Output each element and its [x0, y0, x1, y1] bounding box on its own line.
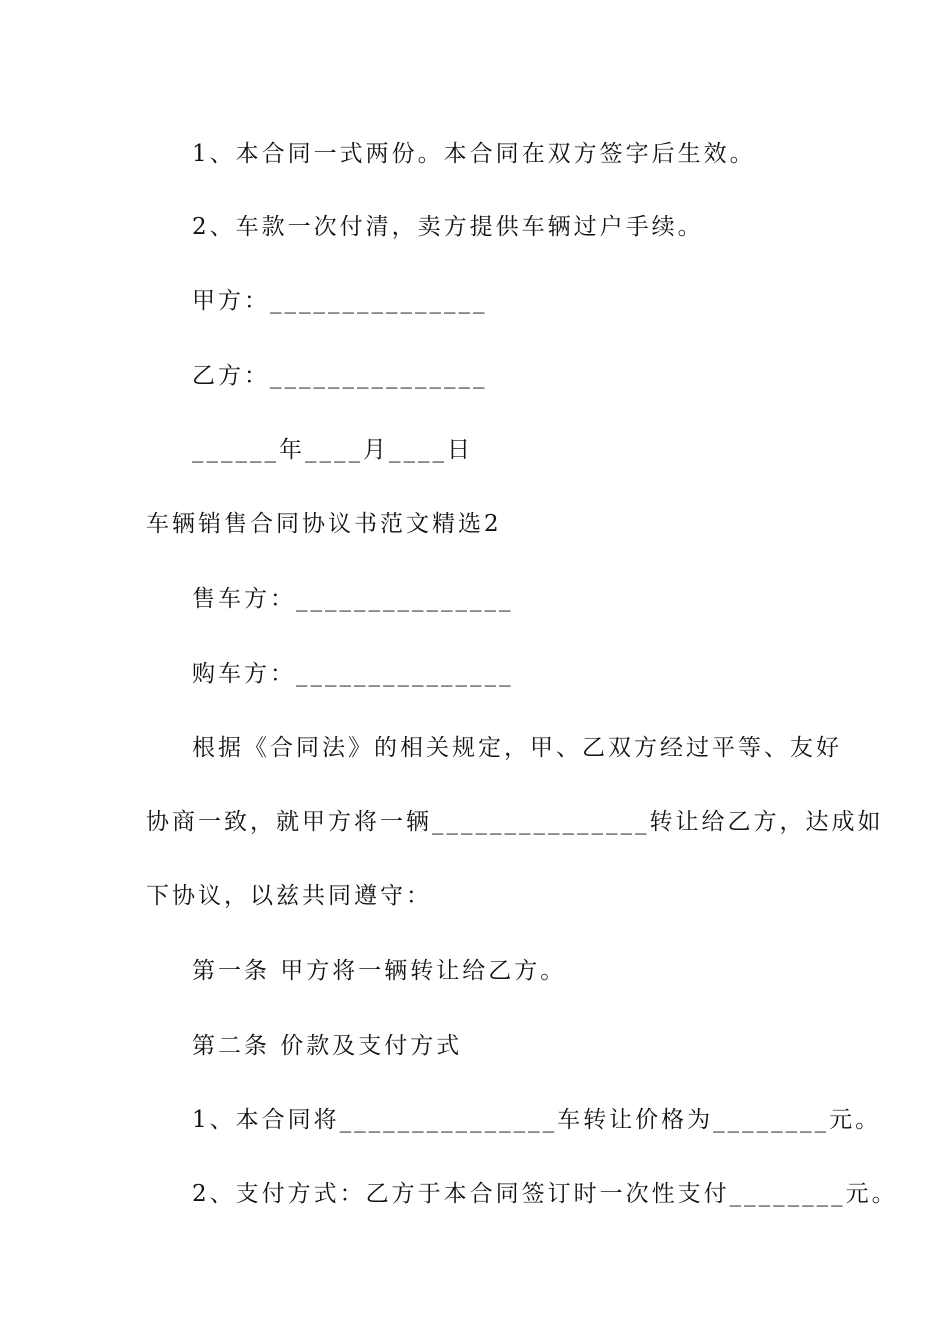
article-two-payment-method: 2、支付方式：乙方于本合同签订时一次性支付________元。 [192, 1181, 898, 1207]
buyer-field-line: 购车方：_______________ [192, 661, 514, 687]
clause-copies-effective: 1、本合同一式两份。本合同在双方签字后生效。 [192, 141, 756, 167]
preamble-line-3: 下协议，以兹共同遵守： [146, 883, 432, 909]
preamble-line-2: 协商一致，就甲方将一辆_______________转让给乙方，达成如 [146, 809, 884, 835]
seller-field-line: 售车方：_______________ [192, 586, 514, 612]
party-b-signature-line: 乙方：_______________ [192, 363, 488, 389]
party-a-signature-line: 甲方：_______________ [192, 288, 488, 314]
preamble-line-1: 根据《合同法》的相关规定，甲、乙双方经过平等、友好 [192, 735, 842, 761]
clause-payment-transfer: 2、车款一次付清，卖方提供车辆过户手续。 [192, 214, 704, 240]
section-heading: 车辆销售合同协议书范文精选2 [146, 511, 502, 537]
article-two-price: 1、本合同将_______________车转让价格为________元。 [192, 1107, 882, 1133]
article-one: 第一条 甲方将一辆转让给乙方。 [192, 958, 567, 984]
signature-date-line: ______年____月____日 [192, 437, 473, 463]
article-two-heading: 第二条 价款及支付方式 [192, 1033, 463, 1059]
